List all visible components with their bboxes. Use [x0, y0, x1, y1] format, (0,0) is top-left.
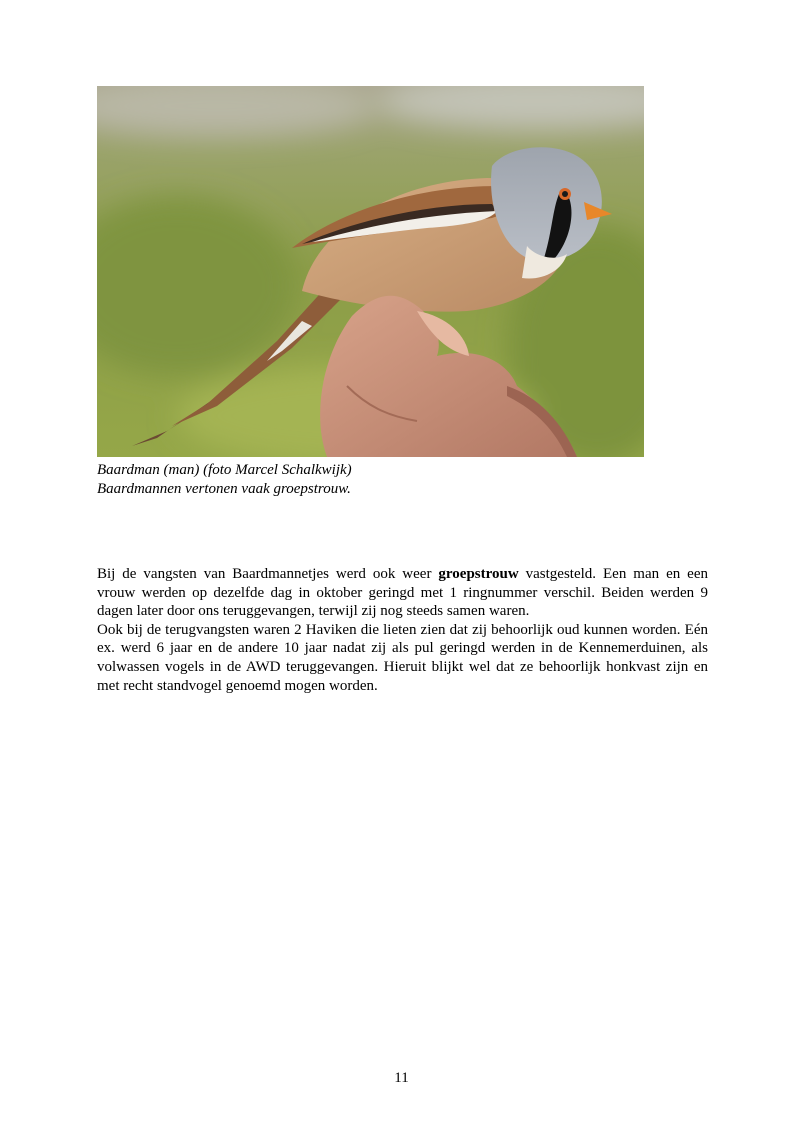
bearded-reedling-illustration: [97, 86, 644, 457]
paragraph-1: [97, 565, 708, 621]
paragraph-1-bold: groepstrouw: [438, 566, 519, 582]
paragraph-2: Ook bij de terugvangsten waren 2 Haviken die lieten zien dat zij behoorlijk oud kunnen worden. Eén ex. werd 6 jaar en de andere 10 jaar nadat zij als pul geringd werden in de Kennemerduinen, als volwassen vogels in de AWD teruggevangen. Hieruit blijkt wel dat ze behoorlijk honkvast zijn en met recht standvogel genoemd mogen worden.: [97, 621, 708, 694]
paragraph-1-after: vastgesteld. Een man en een vrouw werden op dezelfde dag in oktober geringd met 1 ringnummer verschil. Beiden werden 9 dagen later door ons teruggevangen, terwijl zij nog steeds samen waren.: [97, 566, 708, 620]
body-text: [97, 565, 708, 695]
page-number: 11: [394, 1070, 409, 1086]
caption-line-2: Baardmannen vertonen vaak groepstrouw.: [97, 481, 351, 497]
paragraph-1-before: Bij de vangsten van Baardmannetjes werd ook weer: [97, 566, 439, 582]
bird-photo: [97, 86, 644, 457]
caption-line-1: Baardman (man) (foto Marcel Schalkwijk): [97, 462, 352, 478]
photo-caption: [97, 461, 657, 499]
